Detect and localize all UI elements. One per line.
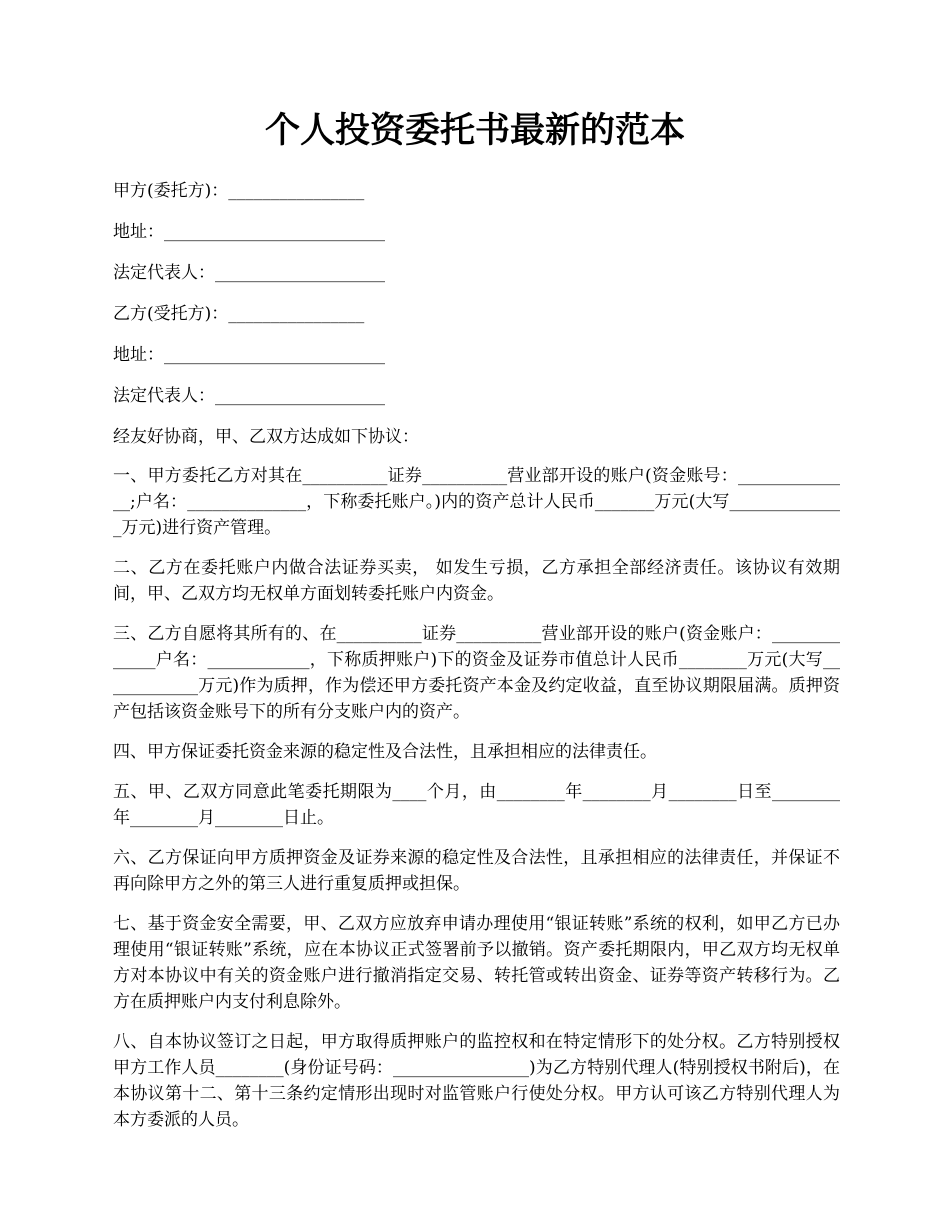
party-b-field: 乙方(受托方)：________________ [113, 304, 365, 324]
party-a-representative-field: 法定代表人：____________________ [113, 263, 385, 283]
clause-5: 五、甲、乙双方同意此笔委托期限为____个月，由________年________月________日至________年________月________日止。 [113, 782, 840, 828]
document-body [113, 176, 840, 1147]
intro-line: 经友好协商，甲、乙双方达成如下协议： [113, 427, 419, 447]
party-a-address-field: 地址：__________________________ [113, 222, 385, 242]
party-b-representative-field: 法定代表人：____________________ [113, 386, 385, 406]
party-a-field: 甲方(委托方)：________________ [113, 181, 365, 201]
clause-3: 三、乙方自愿将其所有的、在__________证券__________营业部开设的账户(资金账户：_____________户名：____________，下称质押账户)下的资金及证券市值总计人民币________万元(大写____________万元)作为质押，作为偿还甲方委托资产本金及约定收益，直至协议期限届满。质押资产包括该资金账号下的所有分支账户内的资产。 [113, 624, 840, 722]
clause-8: 八、自本协议签订之日起，甲方取得质押账户的监控权和在特定情形下的处分权。乙方特别授权甲方工作人员________(身份证号码：________________)为乙方特别代理人(特别授权书附后)，在本协议第十二、第十三条约定情形出现时对监管账户行使处分权。甲方认可该乙方特别代理人为本方委派的人员。 [113, 1032, 840, 1130]
party-b-address-field: 地址：__________________________ [113, 345, 385, 365]
clause-6: 六、乙方保证向甲方质押资金及证券来源的稳定性及合法性，且承担相应的法律责任，并保证不再向除甲方之外的第三人进行重复质押或担保。 [113, 848, 840, 894]
document-title: 个人投资委托书最新的范本 [264, 110, 685, 151]
clause-4: 四、甲方保证委托资金来源的稳定性及合法性，且承担相应的法律责任。 [113, 742, 657, 762]
clause-2: 二、乙方在委托账户内做合法证券买卖， 如发生亏损，乙方承担全部经济责任。该协议有效期间，甲、乙双方均无权单方面划转委托账户内资金。 [113, 558, 840, 604]
clause-7: 七、基于资金安全需要，甲、乙双方应放弃申请办理使用“银证转账”系统的权利，如甲乙方已办理使用“银证转账”系统，应在本协议正式签署前予以撤销。资产委托期限内，甲乙双方均无权单方对本协议中有关的资金账户进行撤消指定交易、转托管或转出资金、证券等资产转移行为。乙方在质押账户内支付利息除外。 [113, 914, 840, 1012]
clause-1: 一、甲方委托乙方对其在__________证券__________营业部开设的账户(资金账号：______________;户名：______________，下称委托账户。)内的资产总计人民币_______万元(大写______________万元)进行资产管理。 [113, 466, 840, 538]
